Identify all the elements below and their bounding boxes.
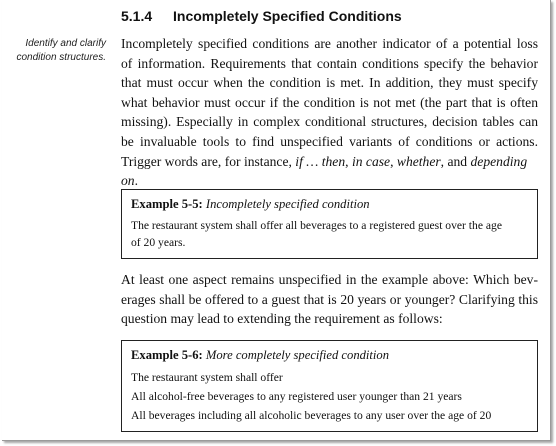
section-title: Incompletely Specified Conditions	[173, 8, 402, 24]
text-line: Incompletely specified conditions are another indicator of a potential loss	[121, 36, 538, 51]
example-label: Example 5-5:	[131, 197, 203, 211]
example-box-5-5	[121, 189, 538, 259]
example-box-5-6	[121, 340, 538, 432]
text-line: erages shall be offered to a guest that is 20 years or younger? Clarifying this	[121, 291, 538, 307]
example-title	[131, 347, 528, 364]
example-caption: Incompletely specified condition	[205, 197, 370, 211]
example-line: All beverages including all alcoholic beverages to any user over the age of 20	[131, 409, 492, 422]
text-run: Trigger words are, for instance,	[121, 153, 296, 169]
text-run: ,	[390, 153, 397, 169]
text-line: that must occur when the condition is met. In addition, they must specify	[121, 75, 538, 91]
section-number: 5.1.4	[121, 8, 153, 24]
text-run: ,	[345, 153, 352, 169]
text-line: be invaluable tools to find unspecified variants of conditions or actions.	[121, 133, 538, 149]
text-line: question may lead to extending the requirement as follows:	[121, 311, 443, 327]
margin-note: Identify and clarify condition structures.	[16, 38, 106, 63]
trigger-word: if … then	[295, 153, 346, 169]
text-run: , and	[440, 153, 471, 169]
example-line: The restaurant system shall offer	[131, 371, 283, 384]
text-line	[121, 171, 538, 191]
text-line: what behavior must occur if the condition is not met (the part that is often	[121, 94, 538, 110]
section-heading	[121, 8, 402, 24]
example-label: Example 5-6:	[131, 348, 203, 362]
example-line: of 20 years.	[131, 236, 186, 249]
paragraph-followup	[121, 270, 538, 329]
example-line: The restaurant system shall offer all beverages to a registered guest over the age	[131, 219, 502, 232]
example-caption: More completely specified condition	[205, 348, 390, 362]
text-line: At least one aspect remains unspecified in the example above: Which bev-	[121, 272, 538, 287]
trigger-word: in case	[351, 153, 391, 169]
paragraph-intro	[121, 34, 538, 191]
trigger-word: on	[121, 173, 135, 189]
text-line: missing). Especially in complex conditional structures, decision tables can	[121, 114, 538, 130]
trigger-word: depending	[470, 153, 528, 169]
trigger-word: whether	[396, 153, 441, 169]
example-title	[131, 196, 528, 213]
text-run: .	[134, 173, 138, 189]
text-line	[121, 152, 538, 172]
text-line: of information. Requirements that contain conditions specify the behavior	[121, 55, 538, 71]
example-line: All alcohol-free beverages to any registered user younger than 21 years	[131, 390, 462, 403]
